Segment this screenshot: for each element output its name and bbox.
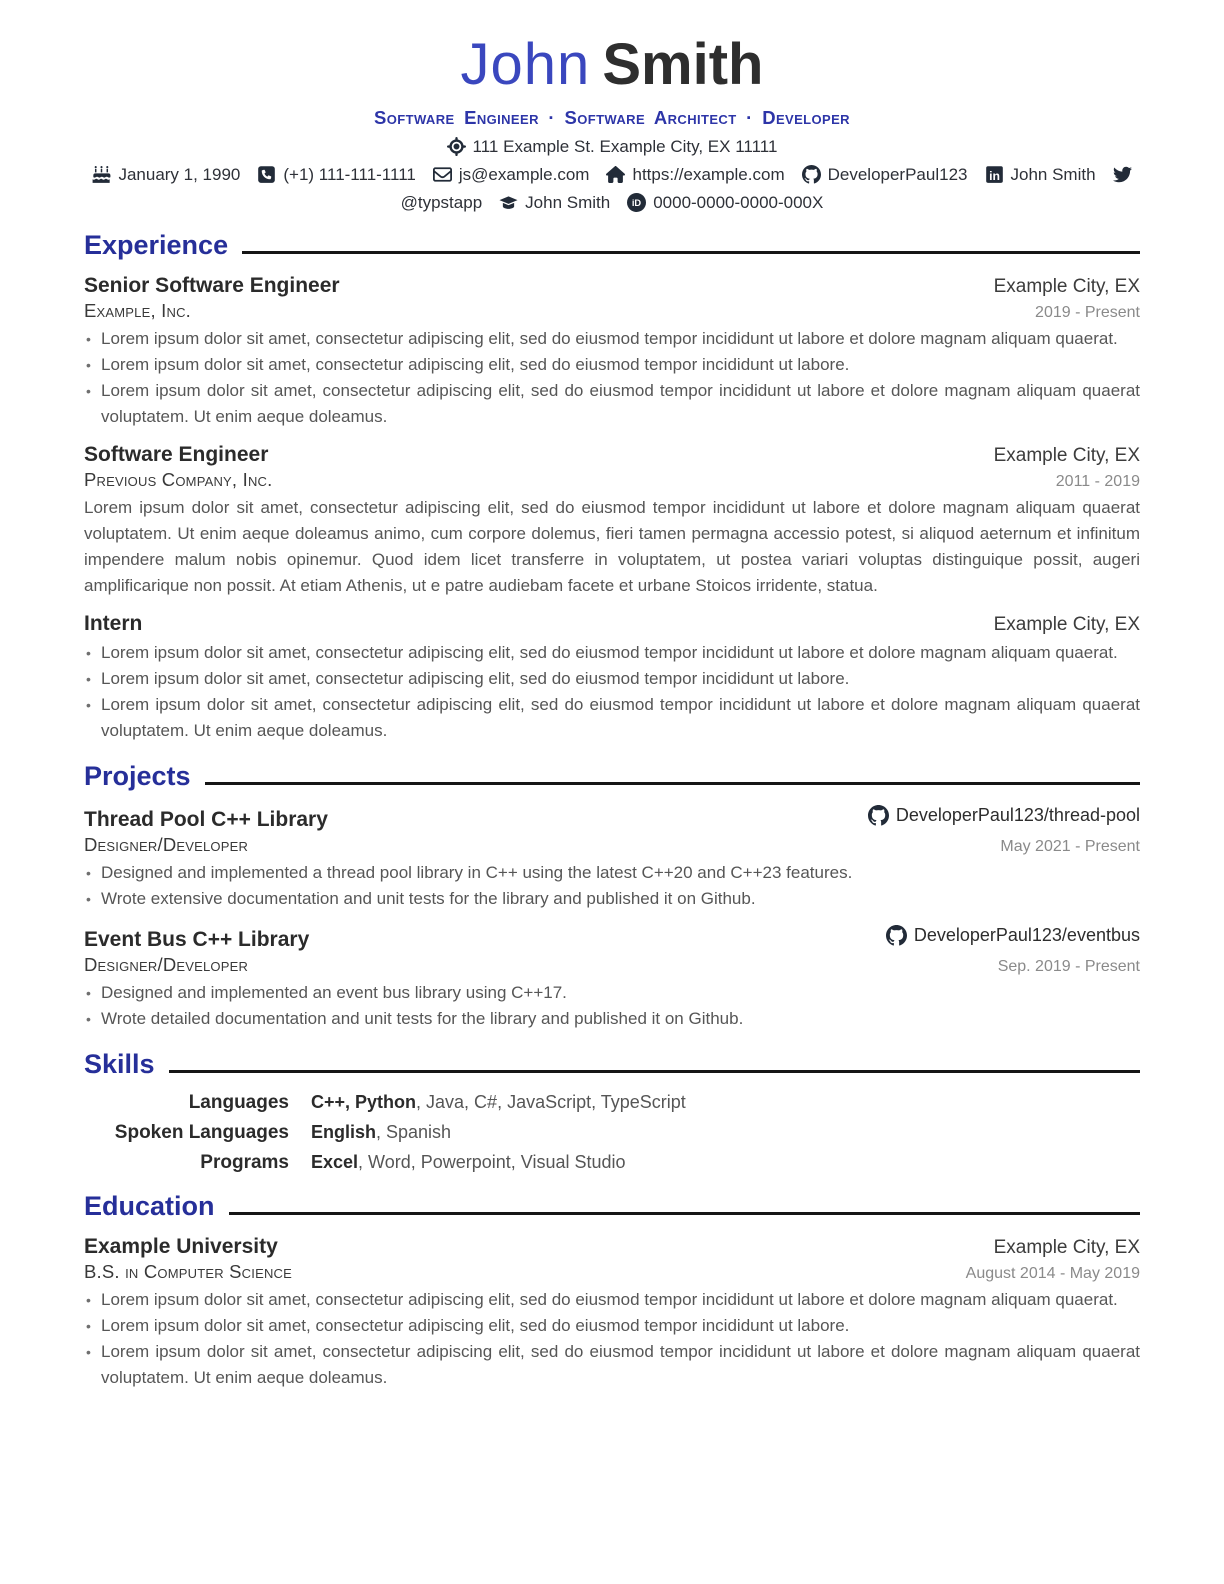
email-item[interactable] (433, 165, 590, 185)
bullet-item: • Wrote detailed documentation and unit tests for the library and published it on Github. (84, 1006, 1140, 1032)
linkedin-text: John Smith (1010, 164, 1096, 184)
heading-rule (242, 251, 1140, 254)
job-title: Software Engineer (84, 442, 269, 466)
linkedin-item[interactable] (985, 165, 1096, 185)
section-skills-heading (84, 1049, 1140, 1080)
heading-rule (229, 1212, 1140, 1215)
company-name: Example, Inc. (84, 299, 192, 321)
website-text: https://example.com (632, 164, 785, 184)
svg-text:iD: iD (632, 197, 642, 208)
skill-category: Programs (200, 1151, 289, 1173)
project-title: Thread Pool C++ Library (84, 807, 328, 831)
skill-values (311, 1092, 1140, 1113)
scholar-item[interactable] (499, 193, 610, 213)
job-location: Example City, EX (993, 613, 1140, 635)
projects-title: Projects (84, 760, 191, 791)
experience-title: Experience (84, 229, 229, 260)
bullet-item: • Lorem ipsum dolor sit amet, consectetur adipiscing elit, sed do eiusmod tempor incididunt ut labore et dolore magnam aliquam quaerat. (84, 1287, 1140, 1313)
website-item[interactable] (606, 165, 784, 185)
linkedin-icon (985, 165, 1004, 184)
job-location: Example City, EX (993, 275, 1140, 297)
project-title: Event Bus C++ Library (84, 927, 310, 951)
graduation-cap-icon (499, 193, 518, 212)
job-description: Lorem ipsum dolor sit amet, consectetur adipiscing elit, sed do eiusmod tempor incididunt ut labore et dolore magnam aliquam quaerat voluptatem. Ut enim aeque doleamus animo, cum corpore dolemus, fieri tamen permagna accessio potest, si aliquod aeternum et infinitum impendere malum nobis opinemur. Quod idem licet transferre in voluptatem, ut postea variari voluptas distinguique possit, augeri amplificarique non possit. At etiam Athenis, ut e patre audiebam facete et urbane Stoicos irridente, statua. (84, 497, 1140, 595)
skill-values-rest: , Spanish (376, 1121, 452, 1142)
last-name: Smith (602, 32, 764, 97)
education-title: Education (84, 1190, 215, 1221)
address-line (84, 137, 1140, 157)
bullet-item: • Lorem ipsum dolor sit amet, consectetur adipiscing elit, sed do eiusmod tempor incididunt ut labore et dolore magnam aliquam quaerat voluptatem. Ut enim aeque doleamus. (84, 1339, 1140, 1391)
project-entry (84, 925, 1140, 1032)
heading-rule (205, 782, 1140, 785)
heading-rule (169, 1070, 1140, 1073)
first-name: John (460, 32, 591, 97)
birthday-item (92, 165, 240, 185)
section-projects-heading (84, 761, 1140, 792)
project-entry (84, 805, 1140, 912)
phone-text: (+1) 111-111-1111 (283, 164, 416, 184)
project-repo-link[interactable] (886, 925, 1140, 946)
twitter-item[interactable] (1113, 165, 1132, 184)
location-crosshairs-icon (447, 137, 466, 156)
skills-table (84, 1092, 1140, 1174)
website-icon (606, 165, 625, 184)
project-role: Designer/Developer (84, 953, 249, 975)
job-title: Senior Software Engineer (84, 273, 340, 297)
bullet-item: • Lorem ipsum dolor sit amet, consectetur adipiscing elit, sed do eiusmod tempor incididunt ut labore. (84, 1313, 1140, 1339)
orcid-item[interactable] (627, 193, 823, 213)
skill-values-rest: , Word, Powerpoint, Visual Studio (358, 1151, 626, 1172)
twitter-handle-item[interactable] (401, 193, 483, 213)
experience-entry (84, 612, 1140, 744)
section-education-heading (84, 1191, 1140, 1222)
skill-row (84, 1092, 1140, 1114)
twitter-icon (1113, 165, 1132, 184)
bullet-item: • Lorem ipsum dolor sit amet, consectetur adipiscing elit, sed do eiusmod tempor incididunt ut labore. (84, 666, 1140, 692)
phone-item[interactable] (257, 165, 415, 185)
bullet-item: • Lorem ipsum dolor sit amet, consectetur adipiscing elit, sed do eiusmod tempor incididunt ut labore et dolore magnam aliquam quaerat. (84, 640, 1140, 666)
bullet-item: • Lorem ipsum dolor sit amet, consectetur adipiscing elit, sed do eiusmod tempor incididunt ut labore et dolore magnam aliquam quaerat. (84, 326, 1140, 352)
school-name: Example University (84, 1234, 278, 1258)
skill-row (84, 1152, 1140, 1174)
section-experience-heading (84, 230, 1140, 261)
skills-title: Skills (84, 1048, 155, 1079)
project-dates: May 2021 - Present (1000, 837, 1140, 855)
github-icon (868, 805, 889, 826)
address-text: 111 Example St. Example City, EX 11111 (472, 136, 778, 156)
skill-values-strong: Excel (311, 1151, 359, 1172)
project-role: Designer/Developer (84, 833, 249, 855)
education-bullets (84, 1287, 1140, 1391)
email-text: js@example.com (458, 164, 590, 184)
github-icon (886, 925, 907, 946)
project-repo-link[interactable] (868, 805, 1140, 826)
repo-text: DeveloperPaul123/eventbus (913, 924, 1140, 945)
github-handle-text: DeveloperPaul123 (827, 164, 968, 184)
bullet-item: • Lorem ipsum dolor sit amet, consectetur adipiscing elit, sed do eiusmod tempor incididunt ut labore et dolore magnam aliquam quaerat voluptatem. Ut enim aeque doleamus. (84, 692, 1140, 744)
scholar-text: John Smith (525, 192, 611, 212)
svg-text:in: in (988, 168, 1000, 183)
orcid-icon (627, 193, 646, 212)
skill-row (84, 1122, 1140, 1144)
birthday-cake-icon (92, 165, 111, 184)
job-location: Example City, EX (993, 444, 1140, 466)
bullet-item: • Wrote extensive documentation and unit tests for the library and published it on Github. (84, 886, 1140, 912)
skill-values (311, 1152, 1140, 1173)
bullet-item: • Designed and implemented a thread pool library in C++ using the latest C++20 and C++23 features. (84, 860, 1140, 886)
experience-entry (84, 443, 1140, 599)
job-bullets (84, 326, 1140, 430)
repo-text: DeveloperPaul123/thread-pool (895, 804, 1140, 825)
education-dates: August 2014 - May 2019 (965, 1264, 1140, 1282)
birthday-text: January 1, 1990 (118, 164, 241, 184)
job-dates: 2019 - Present (1035, 303, 1140, 321)
project-bullets (84, 860, 1140, 912)
twitter-handle-text: @typstapp (400, 192, 483, 212)
skill-values-strong: C++, Python (311, 1091, 417, 1112)
phone-icon (257, 165, 276, 184)
bullet-item: • Designed and implemented an event bus library using C++17. (84, 980, 1140, 1006)
contact-row-1 (84, 165, 1140, 185)
tagline: Software Engineer · Software Architect · Developer (374, 106, 850, 128)
job-title: Intern (84, 611, 143, 635)
contact-row-2 (84, 193, 1140, 213)
person-name (84, 34, 1140, 97)
bullet-item: • Lorem ipsum dolor sit amet, consectetur adipiscing elit, sed do eiusmod tempor incididunt ut labore. (84, 352, 1140, 378)
resume-header (84, 34, 1140, 213)
github-icon (802, 165, 821, 184)
company-name: Previous Company, Inc. (84, 468, 273, 490)
skill-values-strong: English (311, 1121, 377, 1142)
experience-entry (84, 274, 1140, 430)
project-dates: Sep. 2019 - Present (997, 957, 1140, 975)
degree-name: B.S. in Computer Science (84, 1260, 292, 1282)
bullet-item: • Lorem ipsum dolor sit amet, consectetur adipiscing elit, sed do eiusmod tempor incididunt ut labore et dolore magnam aliquam quaerat voluptatem. Ut enim aeque doleamus. (84, 378, 1140, 430)
job-dates: 2011 - 2019 (1055, 472, 1140, 490)
education-entry (84, 1235, 1140, 1391)
github-item[interactable] (802, 165, 968, 185)
skill-values-rest: , Java, C#, JavaScript, TypeScript (416, 1091, 686, 1112)
email-icon (433, 165, 452, 184)
school-location: Example City, EX (993, 1236, 1140, 1258)
orcid-text: 0000-0000-0000-000X (653, 192, 824, 212)
job-bullets (84, 640, 1140, 744)
skill-category: Spoken Languages (114, 1121, 289, 1143)
skill-values (311, 1122, 1140, 1143)
skill-category: Languages (188, 1091, 289, 1113)
project-bullets (84, 980, 1140, 1032)
